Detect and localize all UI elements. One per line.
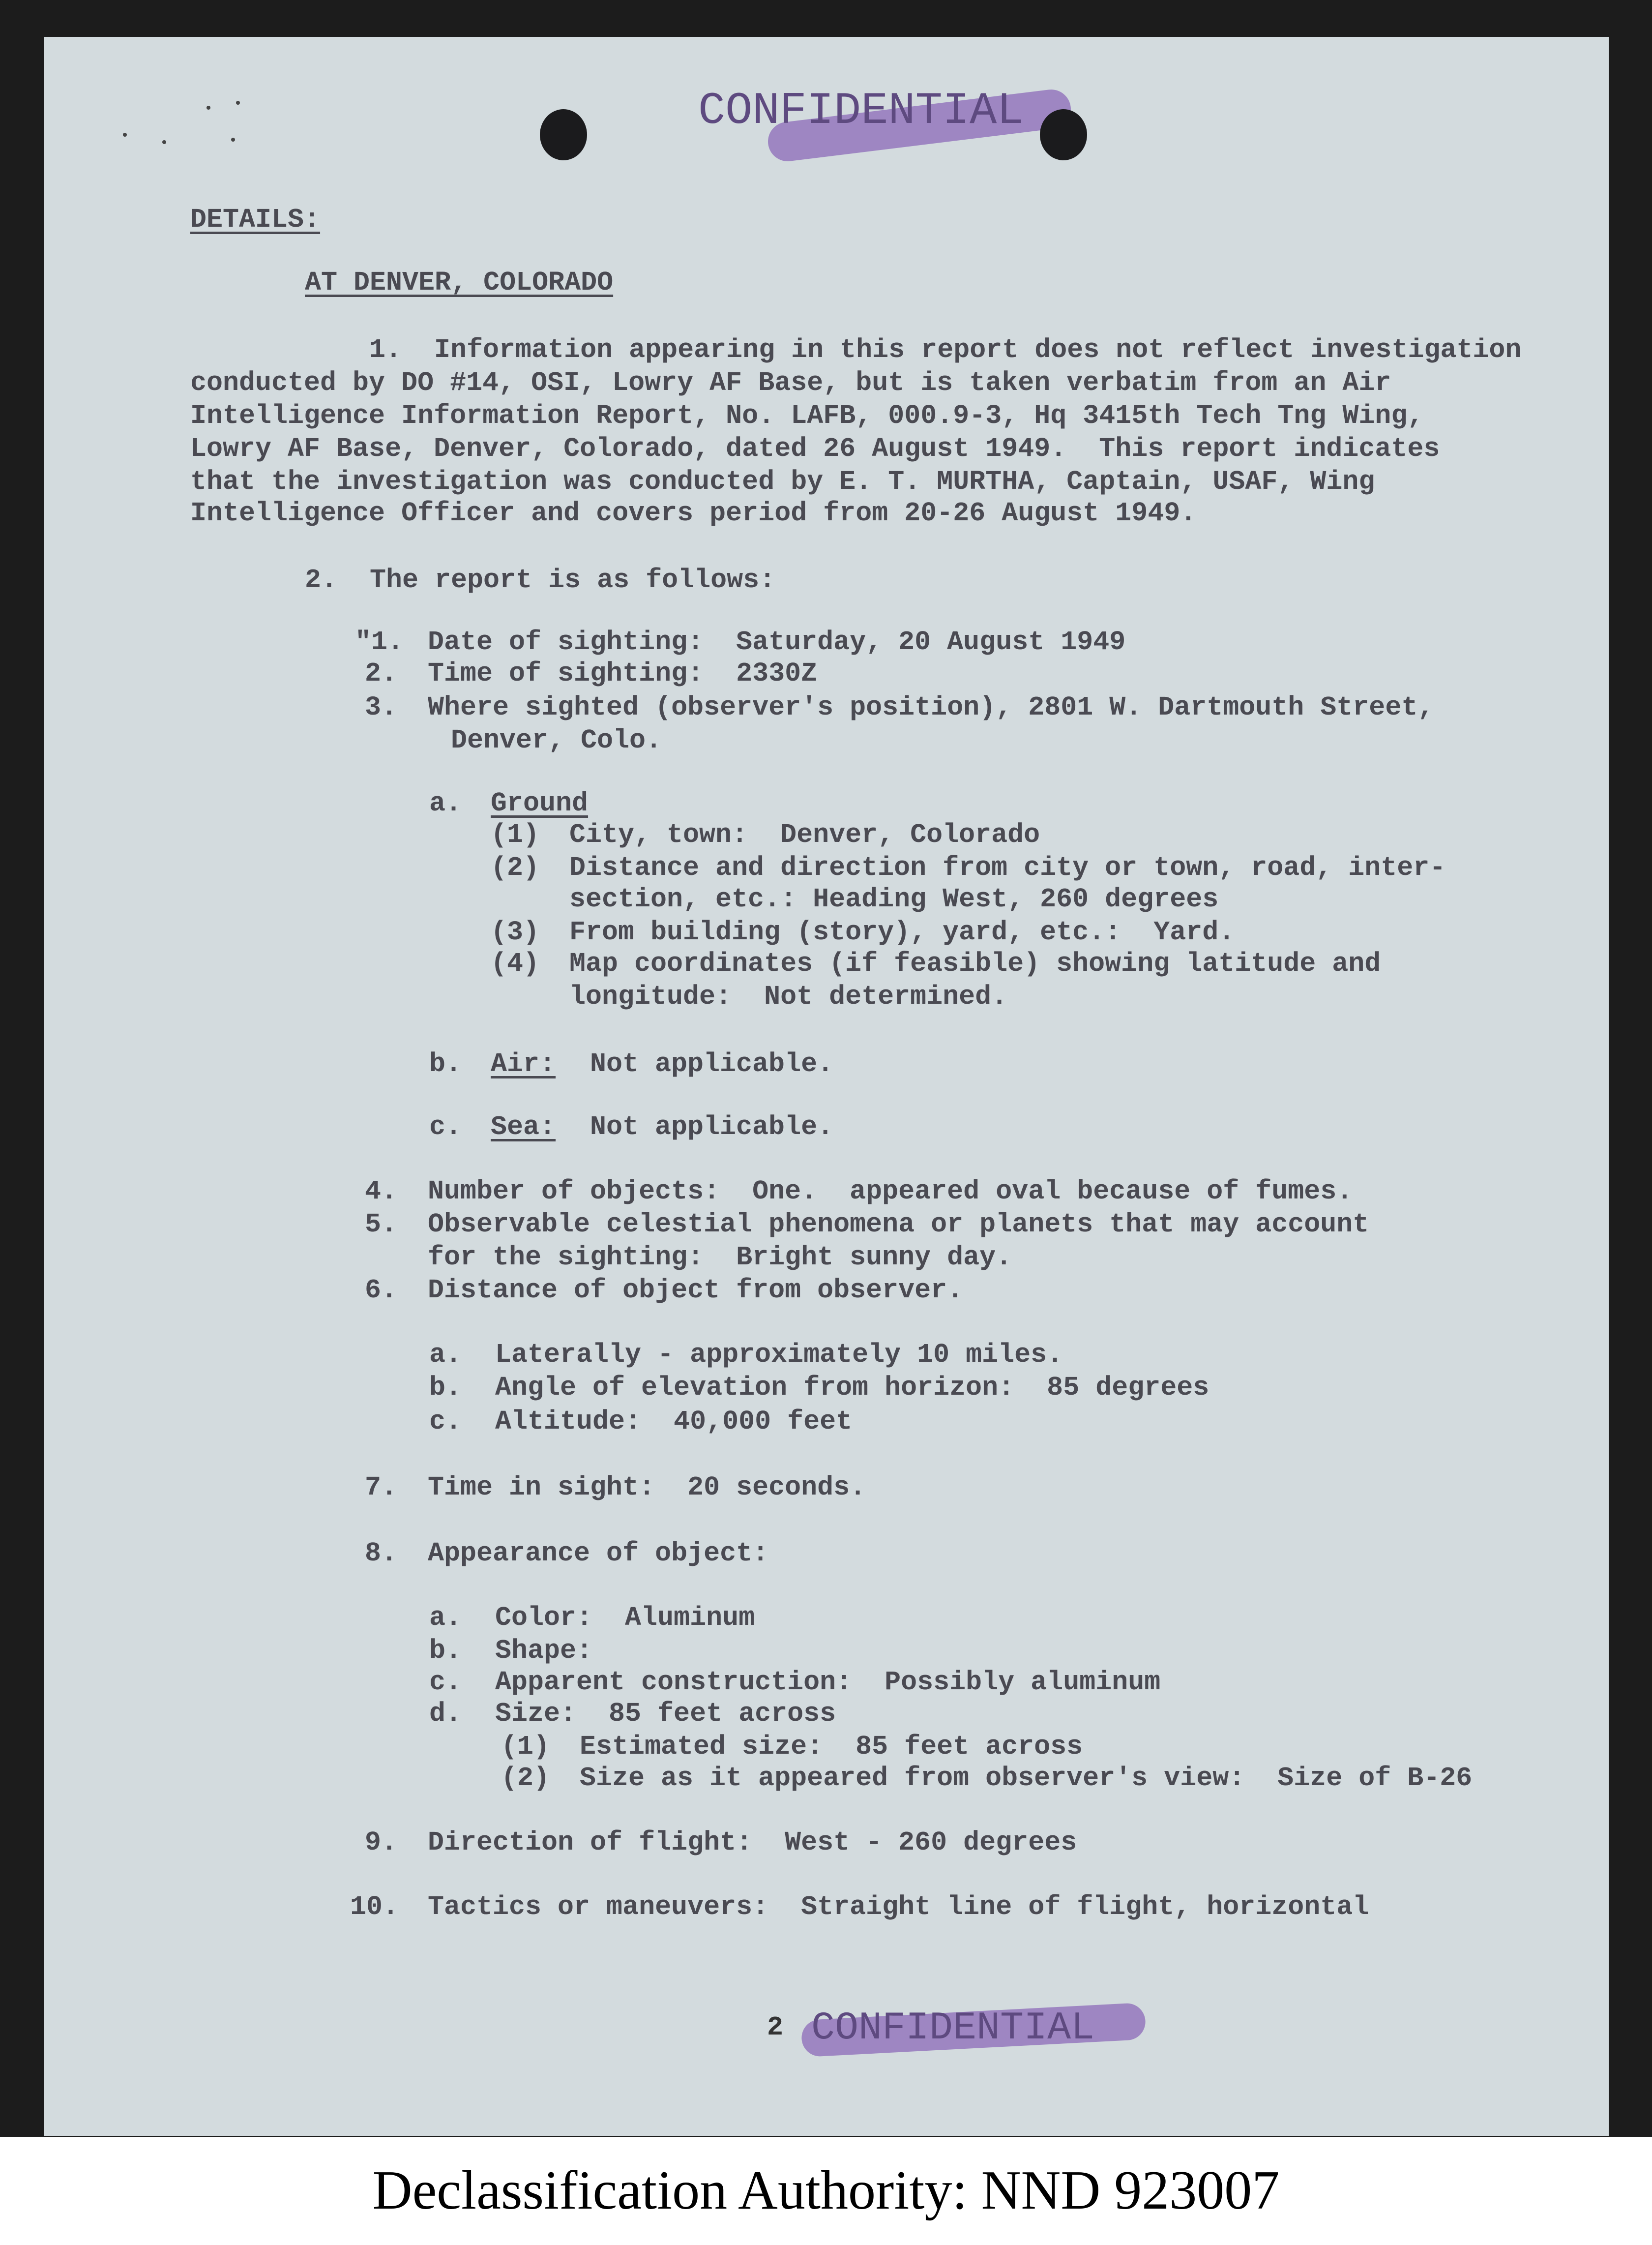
item-text: Color: Aluminum <box>495 1602 755 1633</box>
para1-line: 1. Information appearing in this report does not reflect investigation <box>369 334 1522 365</box>
punch-hole-right <box>1040 109 1087 160</box>
item-text: Time in sight: 20 seconds. <box>428 1472 866 1503</box>
item-number: 3. <box>365 692 398 723</box>
para1-line: that the investigation was conducted by E. T. MURTHA, Captain, USAF, Wing <box>190 466 1375 497</box>
speck <box>231 138 235 142</box>
item-text: Angle of elevation from horizon: 85 degrees <box>495 1372 1210 1403</box>
item-text: Not applicable. <box>590 1111 834 1142</box>
details-heading: DETAILS: <box>190 204 321 235</box>
item-number: a. <box>429 1339 462 1370</box>
item-text: Shape: <box>495 1635 593 1666</box>
item-number: 10. <box>350 1891 399 1922</box>
item-text: Observable celestial phenomena or planets that may account <box>428 1209 1369 1240</box>
item-number: b. <box>429 1048 462 1079</box>
item-text: Tactics or maneuvers: Straight line of flight, horizontal <box>428 1891 1369 1922</box>
item-number: 9. <box>365 1827 398 1858</box>
item-number: (2) <box>501 1763 550 1794</box>
item-number: 8. <box>365 1538 398 1569</box>
item-text-cont: section, etc.: Heading West, 260 degrees <box>569 884 1219 915</box>
item-text: Size as it appeared from observer's view: Size of B-26 <box>580 1763 1473 1794</box>
item-text-cont: longitude: Not determined. <box>569 981 1008 1012</box>
punch-hole-left <box>540 109 587 160</box>
item-number: a. <box>429 788 462 819</box>
item-text-cont: for the sighting: Bright sunny day. <box>428 1242 1012 1273</box>
item-number: (3) <box>491 917 540 948</box>
item-number: "1. <box>355 627 404 658</box>
item-number: 5. <box>365 1209 398 1240</box>
item-text: Distance of object from observer. <box>428 1275 964 1306</box>
declassification-footer: Declassification Authority: NND 923007 <box>372 2160 1280 2221</box>
speck <box>162 140 166 144</box>
item-text: Time of sighting: 2330Z <box>428 658 818 689</box>
item-label: Air: <box>491 1048 556 1079</box>
item-number: 7. <box>365 1472 398 1503</box>
item-number: a. <box>429 1602 462 1633</box>
item-text: Not applicable. <box>590 1048 834 1079</box>
item-number: d. <box>429 1698 462 1729</box>
speck <box>206 106 210 110</box>
item-label: Sea: <box>491 1111 556 1142</box>
item-text: Appearance of object: <box>428 1538 769 1569</box>
item-text: Ground <box>491 788 589 819</box>
item-text: Altitude: 40,000 feet <box>495 1406 853 1437</box>
item-text: Apparent construction: Possibly aluminum <box>495 1667 1161 1698</box>
para1-line: Lowry AF Base, Denver, Colorado, dated 26 August 1949. This report indicates <box>190 433 1440 464</box>
item-text: Direction of flight: West - 260 degrees <box>428 1827 1077 1858</box>
item-number: c. <box>429 1111 462 1142</box>
item-text: Where sighted (observer's position), 2801 W. Dartmouth Street, <box>428 692 1434 723</box>
item-number: (4) <box>491 948 540 979</box>
page-number: 2 <box>767 2012 784 2043</box>
item-text: Number of objects: One. appeared oval because of fumes. <box>428 1176 1353 1207</box>
item-text: Estimated size: 85 feet across <box>580 1731 1083 1762</box>
item-number: 4. <box>365 1176 398 1207</box>
item-number: (1) <box>501 1731 550 1762</box>
para1-line: conducted by DO #14, OSI, Lowry AF Base, but is taken verbatim from an Air <box>190 367 1391 398</box>
item-number: 6. <box>365 1275 398 1306</box>
confidential-stamp-top: CONFIDENTIAL <box>698 85 1024 137</box>
item-number: b. <box>429 1635 462 1666</box>
para2: 2. The report is as follows: <box>305 565 776 596</box>
item-number: (1) <box>491 819 540 850</box>
item-text: From building (story), yard, etc.: Yard. <box>569 917 1235 948</box>
item-text: City, town: Denver, Colorado <box>569 819 1040 850</box>
speck <box>123 133 127 137</box>
item-text: Map coordinates (if feasible) showing latitude and <box>569 948 1381 979</box>
item-text-cont: Denver, Colo. <box>451 725 662 756</box>
location-heading: AT DENVER, COLORADO <box>305 267 614 298</box>
item-number: c. <box>429 1667 462 1698</box>
item-text: Laterally - approximately 10 miles. <box>495 1339 1063 1370</box>
speck <box>236 101 240 105</box>
item-text: Date of sighting: Saturday, 20 August 1949 <box>428 627 1126 658</box>
item-text: Size: 85 feet across <box>495 1698 836 1729</box>
item-number: c. <box>429 1406 462 1437</box>
confidential-stamp-bottom: CONFIDENTIAL <box>811 2006 1095 2051</box>
item-number: 2. <box>365 658 398 689</box>
item-number: b. <box>429 1372 462 1403</box>
item-number: (2) <box>491 852 540 883</box>
para1-line: Intelligence Information Report, No. LAFB, 000.9-3, Hq 3415th Tech Tng Wing, <box>190 400 1424 431</box>
para1-line: Intelligence Officer and covers period from 20-26 August 1949. <box>190 498 1197 529</box>
item-text: Distance and direction from city or town, road, inter- <box>569 852 1446 883</box>
